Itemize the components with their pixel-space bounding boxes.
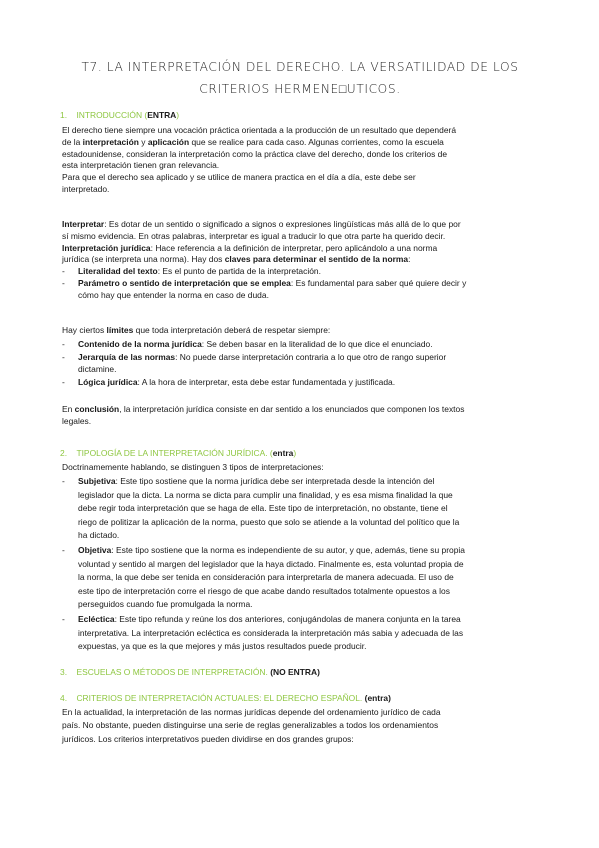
list-bullet: -	[62, 476, 65, 486]
list-item	[78, 339, 433, 351]
section-tag-close: )	[176, 110, 180, 120]
bold-term: Subjetiva	[78, 476, 116, 486]
text-run: : No puede darse interpretación contraria a lo que otro de rango superior	[175, 352, 447, 362]
document-title	[60, 56, 540, 100]
list-item-continuation: legislador que la dicta. La norma se dicta para cumplir una finalidad, y es esa misma finalidad la que	[78, 490, 453, 500]
section-tag: entra	[272, 448, 294, 458]
text-run: : Este tipo sostiene que la norma jurídica debe ser interpretada desde la intención del	[115, 476, 435, 486]
list-item-continuation: la norma, la que debe ser tenida en consideración para interpretarla de manera adecuada. El uso de	[78, 572, 454, 582]
paragraph-line: país. No obstante, pueden distinguirse una serie de reglas generalizables a todos los ordenamientos	[62, 720, 439, 730]
list-item-continuation: dictamine.	[78, 364, 117, 374]
paragraph-line: esta interpretación tienen gran relevancia.	[62, 160, 220, 170]
paragraph-line	[62, 219, 461, 231]
section-title: ESCUELAS O MÉTODOS DE INTERPRETACIÓN.	[76, 667, 268, 677]
list-item	[78, 614, 461, 626]
list-bullet: -	[62, 614, 65, 624]
list-item-continuation: perseguidos cuando fue promulgada la norma.	[78, 599, 253, 609]
bold-term: Interpretar	[62, 219, 105, 229]
bold-term: Literalidad del texto	[78, 266, 158, 276]
text-run: : A la hora de interpretar, esta debe estar fundamentada y justificada.	[137, 377, 396, 387]
section-number: 2.	[60, 448, 68, 458]
bold-term: aplicación	[147, 137, 190, 147]
paragraph-line: interpretado.	[62, 184, 110, 194]
bold-term: Jerarquía de las normas	[78, 352, 176, 362]
section-1-heading	[60, 110, 179, 122]
paragraph-line	[62, 254, 410, 266]
section-2-heading	[60, 448, 296, 460]
paragraph-line: jurídicos. Los criterios interpretativos pueden dividirse en dos grandes grupos:	[62, 734, 354, 744]
bold-term: Contenido de la norma jurídica	[78, 339, 202, 349]
text-run: de la	[62, 137, 83, 147]
bold-term: Parámetro o sentido de interpretación que se emplea	[78, 278, 291, 288]
text-run: : Es fundamental para saber qué quiere decir y	[290, 278, 467, 288]
bold-term: Objetiva	[78, 545, 112, 555]
text-run: Hay ciertos	[62, 325, 107, 335]
title-line-2: CRITERIOS HERMENE□UTICOS.	[199, 82, 401, 96]
text-run: , la interpretación jurídica consiste en dar sentido a los enunciados que componen los textos	[119, 404, 465, 414]
paragraph-line: En la actualidad, la interpretación de las normas jurídicas depende del ordenamiento jurídico de cada	[62, 707, 441, 717]
section-number: 4.	[60, 693, 68, 703]
bold-term: Lógica jurídica	[78, 377, 138, 387]
section-title: TIPOLOGÍA DE LA INTERPRETACIÓN JURÍDICA. (	[76, 448, 273, 458]
text-run: que se realice para cada caso. Algunas corrientes, como la escuela	[189, 137, 444, 147]
paragraph-line	[62, 137, 444, 149]
text-run: que toda interpretación deberá de respetar siempre:	[133, 325, 331, 335]
list-bullet: -	[62, 377, 65, 387]
section-title: INTRODUCCIÓN (	[76, 110, 148, 120]
list-item	[78, 377, 395, 389]
paragraph-line	[62, 243, 437, 255]
list-item-continuation: interpretativa. La interpretación ecléctica es considerada la interpretación más sabia y adecuada de las	[78, 628, 464, 638]
list-item	[78, 545, 465, 557]
list-bullet: -	[62, 266, 65, 276]
list-item-continuation: voluntad y sentido al margen del legislador que la haya dictado. Finalmente es, esta voluntad propia de	[78, 559, 464, 569]
section-4-heading	[60, 693, 391, 705]
section-number: 1.	[60, 110, 68, 120]
paragraph-line: legales.	[62, 416, 92, 426]
section-title: CRITERIOS DE INTERPRETACIÓN ACTUALES: EL DERECHO ESPAÑOL.	[76, 693, 363, 703]
list-bullet: -	[62, 352, 65, 362]
text-run: y	[138, 137, 148, 147]
text-run: :	[408, 254, 411, 264]
section-tag: (entra)	[364, 693, 391, 703]
list-item-continuation: cómo hay que entender la norma en caso de duda.	[78, 290, 269, 300]
list-bullet: -	[62, 278, 65, 288]
title-line-1: T7. LA INTERPRETACIÓN DEL DERECHO. LA VERSATILIDAD DE LOS	[81, 60, 519, 74]
section-tag: ENTRA	[147, 110, 177, 120]
bold-term: claves para determinar el sentido de la norma	[224, 254, 409, 264]
paragraph-line: El derecho tiene siempre una vocación práctica orientada a la producción de un resultado que dependerá	[62, 125, 457, 135]
list-item	[78, 278, 466, 290]
list-item	[78, 266, 321, 278]
paragraph-line	[62, 325, 330, 337]
section-tag: (NO ENTRA)	[270, 667, 320, 677]
bold-term: conclusión	[74, 404, 120, 414]
bold-term: Interpretación jurídica	[62, 243, 151, 253]
bold-term: límites	[106, 325, 134, 335]
section-tag-close: )	[293, 448, 297, 458]
section-3-heading	[60, 667, 320, 679]
text-run: : Hace referencia a la definición de interpretar, pero aplicándolo a una norma	[150, 243, 438, 253]
bold-term: interpretación	[82, 137, 139, 147]
section-number: 3.	[60, 667, 68, 677]
list-item	[78, 352, 446, 364]
list-item-continuation: ha dictado.	[78, 530, 120, 540]
text-run: : Es el punto de partida de la interpretación.	[157, 266, 321, 276]
text-run: En	[62, 404, 75, 414]
paragraph-line: Doctrinamemente hablando, se distinguen 3 tipos de interpretaciones:	[62, 462, 324, 472]
list-item-continuation: expuestas, ya que es la que mejores y más justos resultados puede producir.	[78, 641, 367, 651]
paragraph-line	[62, 404, 464, 416]
text-run: : Es dotar de un sentido o significado a signos o expresiones lingüísticas más allá de lo que por	[104, 219, 461, 229]
text-run: : Se deben basar en la literalidad de lo que dice el enunciado.	[201, 339, 433, 349]
list-bullet: -	[62, 545, 65, 555]
list-item-continuation: este tipo de interpretación corre el riesgo de que acabe dando resultados totalmente opuestos a los	[78, 586, 450, 596]
paragraph-line: estadounidense, consideran la interpretación como la práctica clave del derecho, donde los criterios de	[62, 149, 448, 159]
paragraph-line: Para que el derecho sea aplicado y se utilice de manera practica en el día a día, este debe ser	[62, 172, 416, 182]
list-item-continuation: debe regir toda interpretación que se haga de ella. Este tipo de interpretación, no obstante, tiene el	[78, 503, 448, 513]
bold-term: Ecléctica	[78, 614, 115, 624]
list-item	[78, 476, 434, 488]
list-bullet: -	[62, 339, 65, 349]
text-run: : Este tipo sostiene que la norma es independiente de su autor, y que, además, tiene su propia	[111, 545, 465, 555]
text-run: : Este tipo refunda y reúne los dos anteriores, conjugándolas de manera conjunta en la tarea	[114, 614, 461, 624]
text-run: jurídica (se interpreta una norma). Hay dos	[62, 254, 225, 264]
list-item-continuation: riego de politizar la aplicación de la norma, puesto que solo se atiende a la voluntad del político que la	[78, 517, 460, 527]
paragraph-line: sí mismo evidencia. En otras palabras, interpretar es igual a traducir lo que otra parte ha querido decir.	[62, 231, 446, 241]
